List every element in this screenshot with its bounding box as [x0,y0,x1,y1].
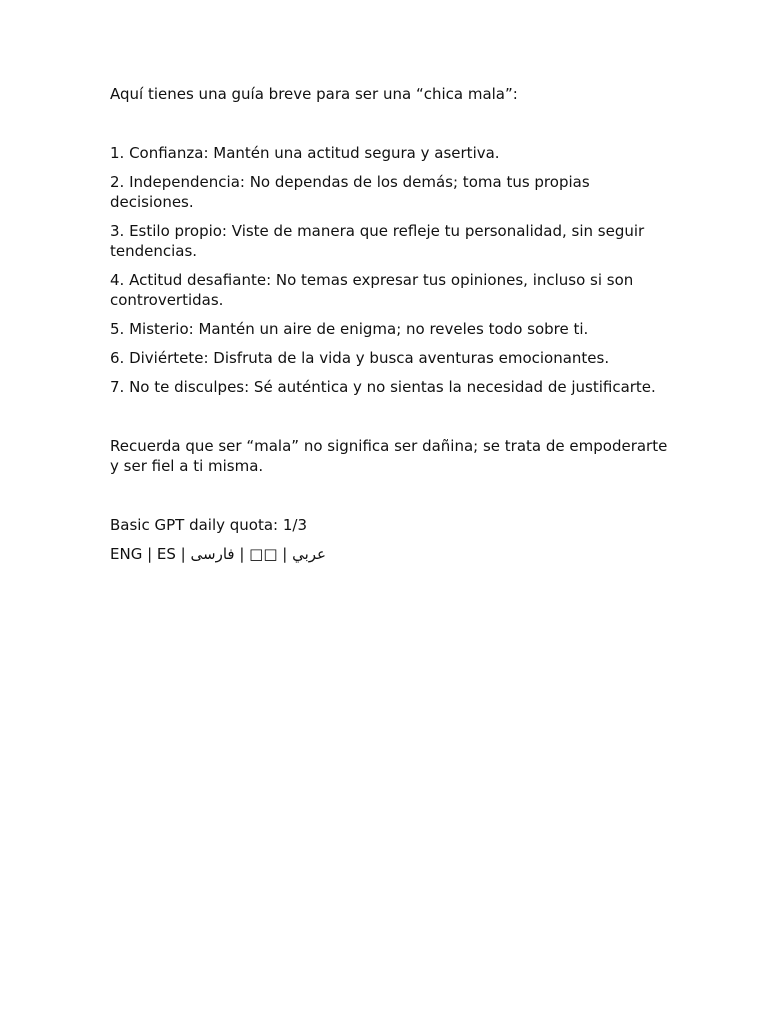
document-content [110,84,670,564]
list-item: 1. Confianza: Mantén una actitud segura y asertiva. [110,144,500,162]
language-selector[interactable]: ENG | ES | عربي | □□ | فارسی [110,545,326,563]
tips-list [110,143,670,397]
closing-text: Recuerda que ser “mala” no significa ser dañina; se trata de empoderarte y ser fiel a ti misma. [110,437,668,475]
intro-text: Aquí tienes una guía breve para ser una “chica mala”: [110,85,518,103]
list-item: 4. Actitud desafiante: No temas expresar tus opiniones, incluso si son controvertidas. [110,271,634,309]
quota-text: Basic GPT daily quota: 1/3 [110,516,308,534]
list-item: 5. Misterio: Mantén un aire de enigma; no reveles todo sobre ti. [110,320,589,338]
list-item: 6. Diviértete: Disfruta de la vida y busca aventuras emocionantes. [110,349,610,367]
list-item: 3. Estilo propio: Viste de manera que refleje tu personalidad, sin seguir tendencias. [110,222,645,260]
list-item: 2. Independencia: No dependas de los demás; toma tus propias decisiones. [110,173,590,211]
list-item: 7. No te disculpes: Sé auténtica y no sientas la necesidad de justificarte. [110,378,656,396]
